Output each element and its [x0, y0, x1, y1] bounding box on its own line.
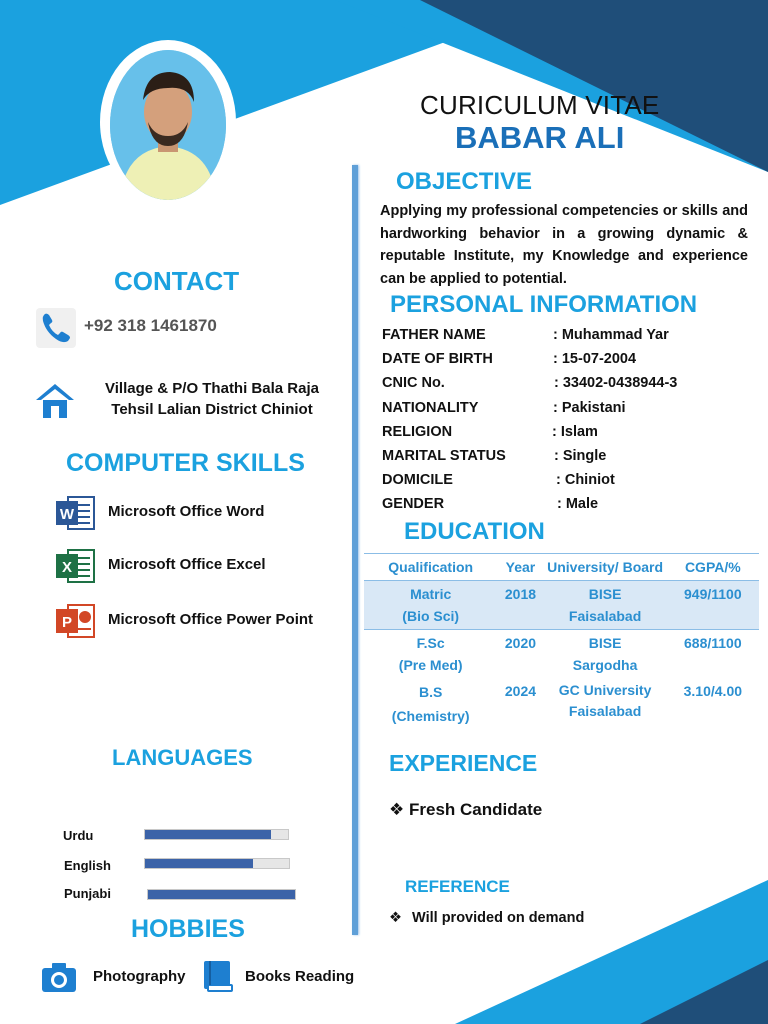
- year-cell: 2024: [504, 683, 537, 699]
- personal-info-label: RELIGION: [382, 424, 453, 440]
- bullet-icon: ❖: [389, 800, 405, 819]
- objective-title: OBJECTIVE: [396, 168, 533, 195]
- header-qualification: Qualification: [364, 554, 497, 581]
- language-label-punjabi: Punjabi: [64, 886, 111, 901]
- camera-icon: [40, 960, 78, 994]
- language-level-fill: [145, 830, 271, 839]
- education-table: [364, 553, 759, 730]
- reference-item-text: Will provided on demand: [412, 910, 585, 926]
- computer-skills-title: COMPUTER SKILLS: [66, 449, 305, 477]
- profile-photo: [110, 50, 226, 200]
- svg-text:W: W: [59, 506, 75, 523]
- skill-excel: Microsoft Office Excel: [108, 556, 266, 573]
- language-label-urdu: Urdu: [63, 828, 94, 843]
- address: [82, 378, 342, 420]
- contact-title: CONTACT: [114, 266, 240, 296]
- address-line-1: Village & P/O Thathi Bala Raja: [105, 380, 319, 397]
- svg-text:P: P: [61, 614, 73, 631]
- personal-info-value: : Muhammad Yar: [553, 327, 669, 343]
- reference-item: [389, 910, 584, 926]
- year-cell: 2018: [497, 581, 543, 630]
- phone-icon: [36, 308, 76, 348]
- reference-title: REFERENCE: [405, 877, 510, 896]
- experience-item: [389, 800, 542, 820]
- education-title: EDUCATION: [404, 518, 545, 545]
- score-cell: 949/1100: [667, 581, 759, 630]
- education-row: [364, 630, 759, 679]
- experience-title: EXPERIENCE: [389, 750, 538, 776]
- experience-item-text: Fresh Candidate: [408, 800, 543, 819]
- language-level-fill: [145, 859, 253, 868]
- qualification-cell: F.Sc (Pre Med): [398, 635, 463, 673]
- vertical-divider: [352, 165, 358, 935]
- book-icon: [200, 958, 236, 994]
- board-cell: BISE Faisalabad: [544, 581, 667, 630]
- objective-text: Applying my professional competencies or skills and hardworking behavior in a growing dynamic & reputable Institute, my Knowledge and experience can be applied to potential.: [380, 203, 748, 287]
- candidate-name: BABAR ALI: [455, 120, 625, 155]
- language-bar-english: [144, 858, 290, 869]
- languages-title: LANGUAGES: [112, 745, 253, 770]
- personal-info-label: NATIONALITY: [382, 400, 479, 416]
- personal-info-value: : Islam: [552, 424, 598, 440]
- personal-info-value: : Chiniot: [556, 472, 615, 488]
- bullet-icon: ❖: [389, 910, 402, 926]
- personal-info-label: GENDER: [382, 496, 445, 512]
- language-label-english: English: [64, 858, 111, 873]
- education-row: [364, 678, 759, 730]
- hobbies-title: HOBBIES: [131, 915, 245, 943]
- cv-title: CURICULUM VITAE: [420, 90, 660, 120]
- language-bar-punjabi: [147, 889, 296, 900]
- portrait-illustration: [110, 50, 226, 200]
- home-icon: [34, 380, 76, 422]
- header-cgpa: CGPA/%: [667, 554, 759, 581]
- qualification-cell: Matric (Bio Sci): [364, 581, 497, 630]
- personal-info-label: CNIC No.: [382, 375, 445, 391]
- personal-info-label: FATHER NAME: [382, 327, 486, 343]
- language-level-fill: [148, 890, 295, 899]
- score-cell: 688/1100: [684, 635, 742, 651]
- personal-info-title: PERSONAL INFORMATION: [390, 291, 698, 318]
- board-cell: GC University Faisalabad: [558, 682, 652, 719]
- language-bar-urdu: [144, 829, 289, 840]
- powerpoint-icon: [54, 603, 96, 639]
- score-cell: 3.10/4.00: [683, 683, 743, 699]
- personal-info-label: MARITAL STATUS: [382, 448, 506, 464]
- phone-number: +92 318 1461870: [84, 316, 217, 335]
- personal-info-value: : Single: [554, 448, 607, 464]
- personal-info-value: : Male: [557, 496, 599, 512]
- personal-info-value: : Pakistani: [553, 400, 626, 416]
- excel-icon: [54, 548, 96, 584]
- personal-info-label: DOMICILE: [382, 472, 453, 488]
- header-board: University/ Board: [544, 554, 667, 581]
- address-line-2: Tehsil Lalian District Chiniot: [111, 401, 313, 418]
- year-cell: 2020: [504, 635, 537, 651]
- education-row: [364, 581, 759, 630]
- hobby-books-reading: Books Reading: [245, 968, 355, 985]
- board-cell: BISE Sargodha: [572, 635, 638, 673]
- skill-word: Microsoft Office Word: [108, 503, 265, 520]
- svg-text:X: X: [61, 559, 73, 576]
- header-year: Year: [497, 554, 543, 581]
- qualification-cell: B.S (Chemistry): [391, 684, 470, 724]
- skill-powerpoint: Microsoft Office Power Point: [108, 611, 314, 628]
- personal-info-value: : 15-07-2004: [553, 351, 637, 367]
- hobby-photography: Photography: [93, 968, 186, 985]
- personal-info-value: : 33402-0438944-3: [554, 375, 678, 391]
- word-icon: [54, 495, 96, 531]
- education-header-row: [364, 554, 759, 581]
- personal-info-label: DATE OF BIRTH: [382, 351, 493, 367]
